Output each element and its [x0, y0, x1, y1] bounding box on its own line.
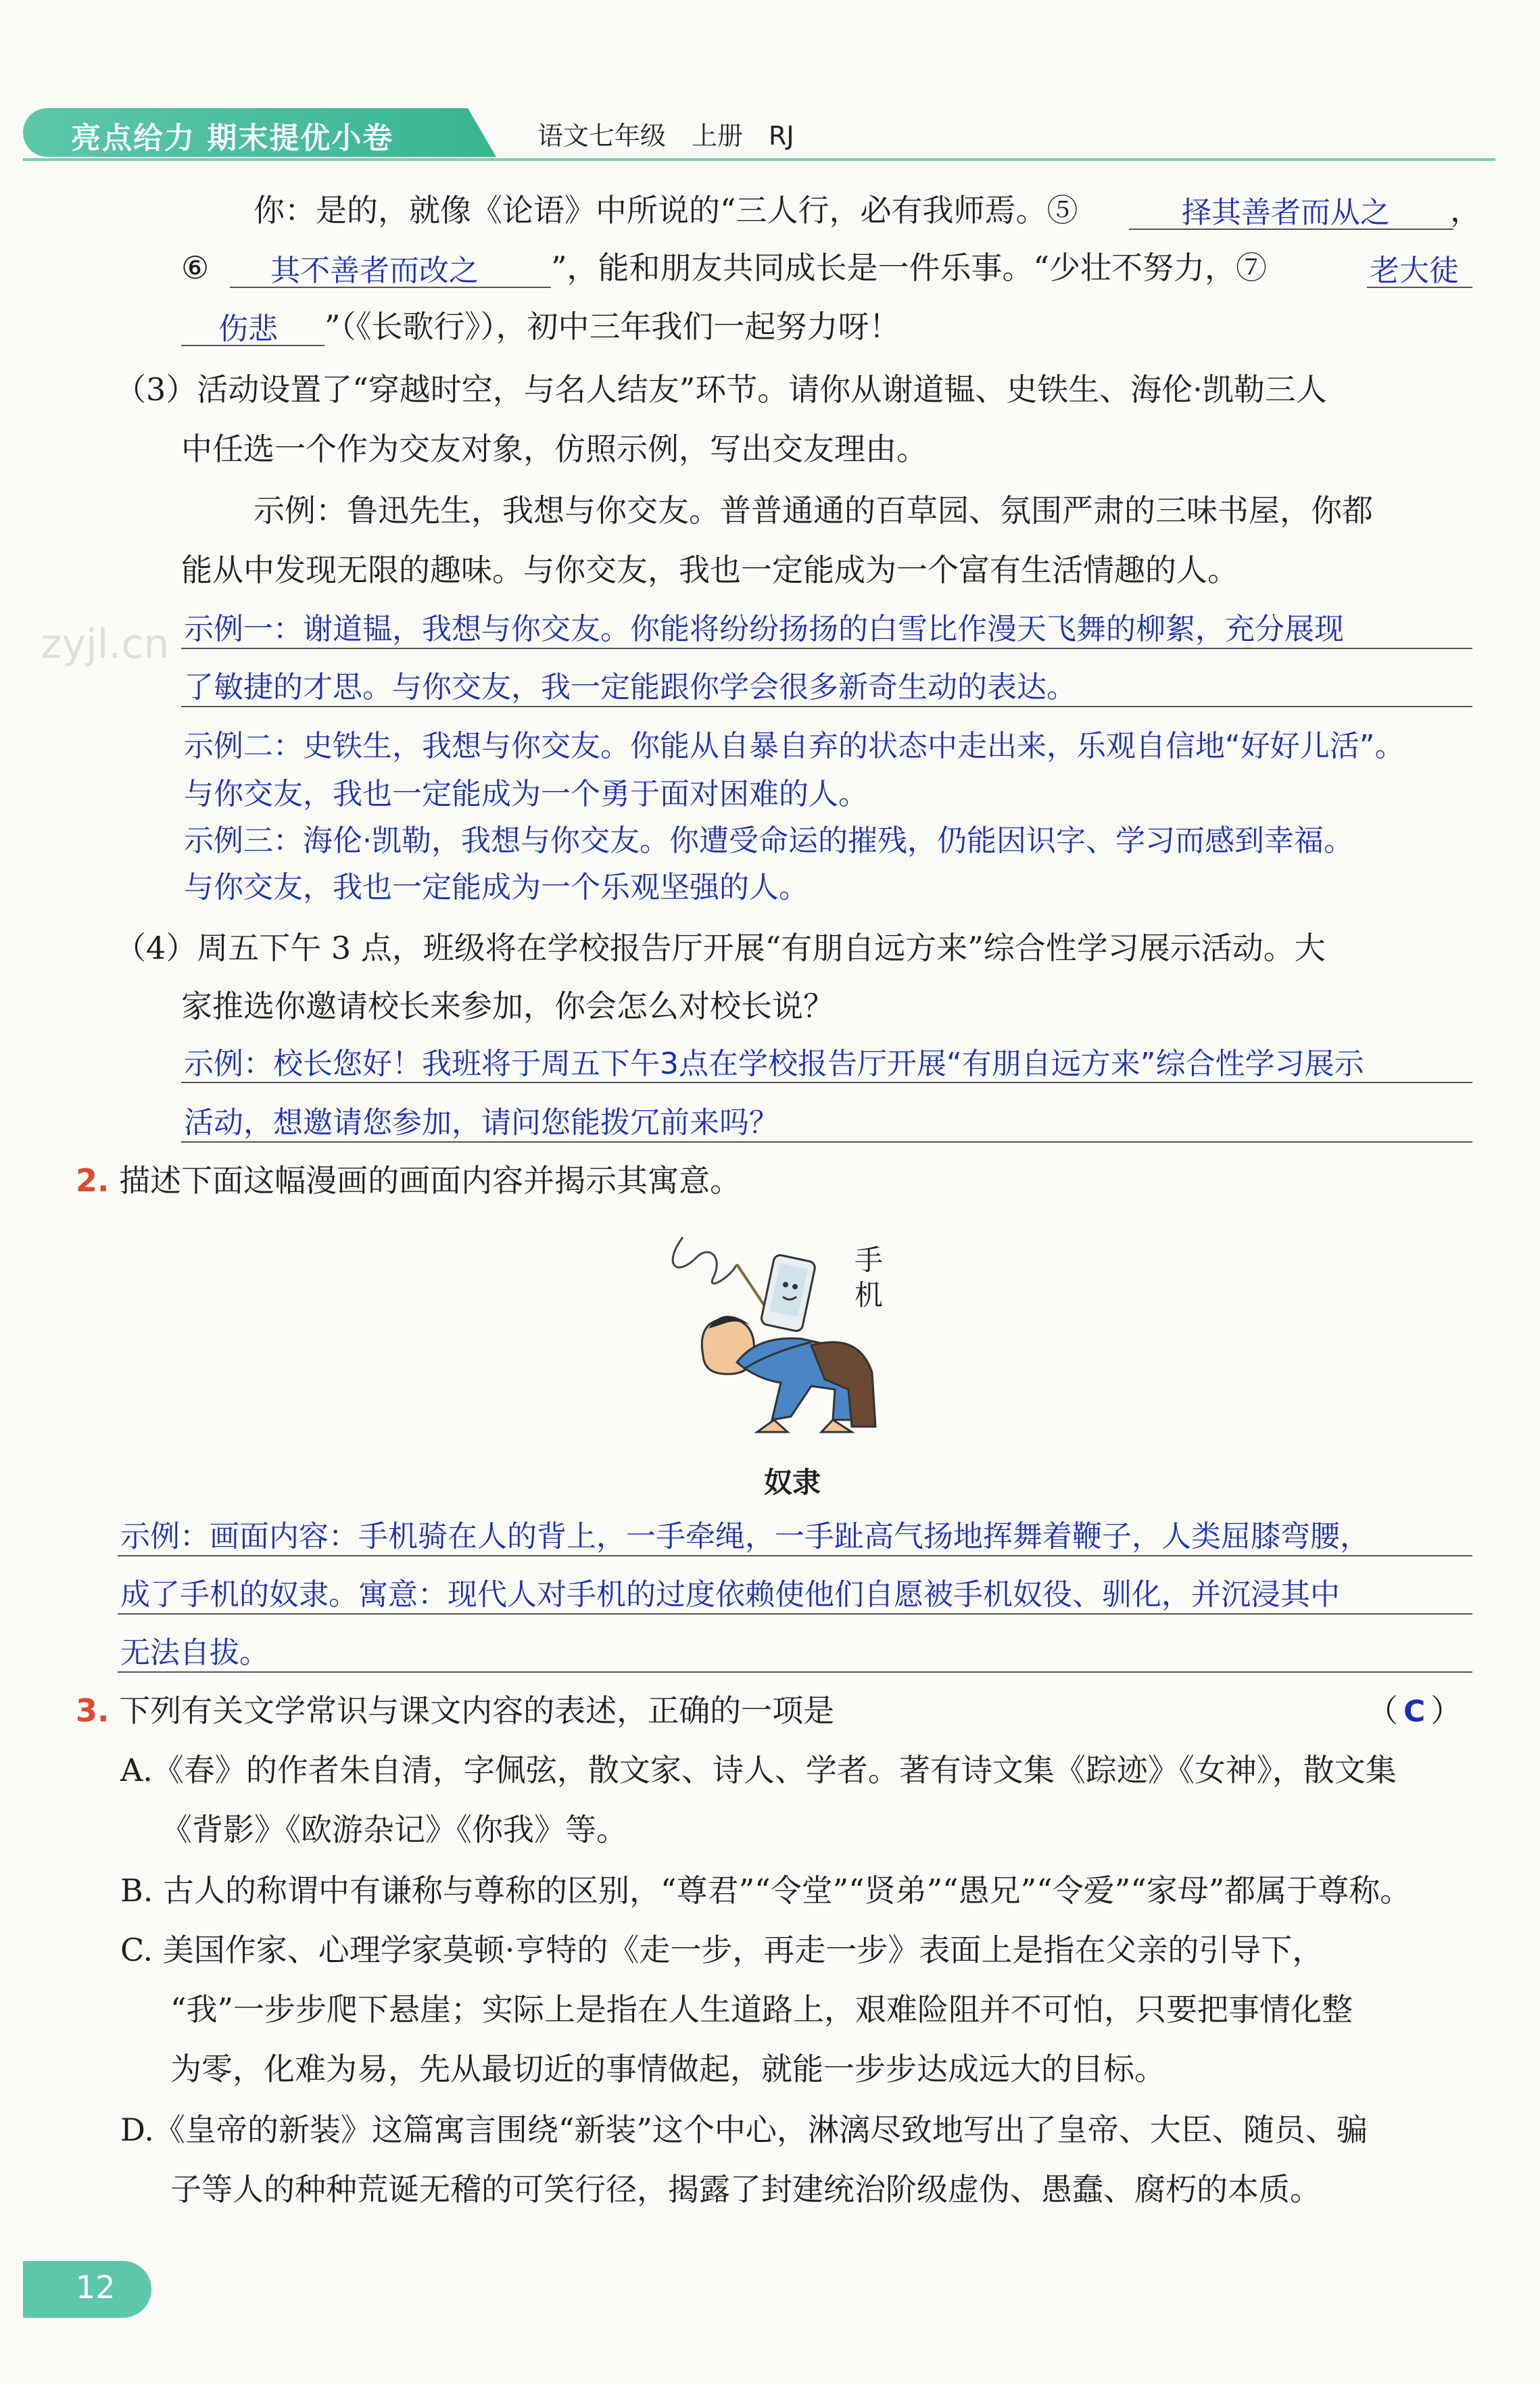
book-title: 亮点给力 期末提优小卷 — [71, 121, 394, 156]
q3-answer-line-5: 示例三：海伦·凯勒，我想与你交友。你遭受命运的摧残，仍能因识字、学习而感到幸福。 — [184, 824, 1353, 858]
cartoon-caption: 奴隶 — [764, 1466, 821, 1499]
header-divider — [23, 158, 1495, 161]
option-a-line-1: A.《春》的作者朱自清，字佩弦，散文家、诗人、学者。著有诗文集《踪迹》《女神》，散文集 — [120, 1752, 1397, 1788]
answer-rule — [181, 1141, 1472, 1143]
option-b: B. 古人的称谓中有谦称与尊称的区别，“尊君”“令堂”“贤弟”“愚兄”“令爱”“家母”都属于尊称。 — [120, 1872, 1412, 1909]
paren-close: ） — [1430, 1692, 1462, 1729]
q3-example-2: 能从中发现无限的趣味。与你交友，我也一定能成为一个富有生活情趣的人。 — [181, 552, 1238, 588]
q2-answer-line-1: 示例：画面内容：手机骑在人的背上，一手牵绳，一手趾高气扬地挥舞着鞭子，人类屈膝弯腰， — [120, 1519, 1370, 1554]
q3-line-1: （3）活动设置了“穿越时空，与名人结友”环节。请你从谢道韫、史铁生、海伦·凯勒三人 — [115, 371, 1327, 408]
answer-rule — [181, 1082, 1472, 1083]
answer-rule — [118, 1555, 1472, 1556]
book-subtitle: 语文七年级 上册 RJ — [537, 121, 794, 151]
answer-rule — [118, 1613, 1472, 1615]
intro-num-6: ⑥ — [181, 249, 210, 286]
answer-5: 择其善者而从之 — [1182, 195, 1390, 230]
blank-7 — [1367, 246, 1472, 288]
q3-answer-line-1: 示例一：谢道韫，我想与你交友。你能将纷纷扬扬的白雪比作漫天飞舞的柳絮，充分展现 — [184, 612, 1344, 646]
q3mc-answer-box — [1367, 1692, 1462, 1731]
whip-handle — [737, 1264, 764, 1305]
paren-open: （ — [1367, 1692, 1398, 1729]
q2-answer-line-2: 成了手机的奴隶。寓意：现代人对手机的过度依赖使他们自愿被手机奴役、驯化，并沉浸其中 — [120, 1577, 1340, 1612]
intro-comma: ， — [1450, 192, 1481, 229]
option-c-line-1: C. 美国作家、心理学家莫顿·亨特的《走一步，再走一步》表面上是指在父亲的引导下， — [120, 1932, 1324, 1968]
q4-line-1: （4）周五下午 3 点，班级将在学校报告厅开展“有朋自远方来”综合性学习展示活动。大 — [115, 930, 1326, 966]
option-d-line-2: 子等人的种种荒诞无稽的可笑行径，揭露了封建统治阶级虚伪、愚蠢、腐朽的本质。 — [170, 2171, 1321, 2208]
answer-rule — [118, 1671, 1472, 1673]
answer-7: 老大徒 — [1370, 254, 1459, 288]
q3mc-heading — [76, 1692, 834, 1730]
blank-5 — [1129, 188, 1453, 230]
blank-6 — [230, 246, 551, 288]
q4-answer-line-1: 示例：校长您好！我班将于周五下午3点在学校报告厅开展“有朋自远方来”综合性学习展示 — [184, 1047, 1364, 1081]
q2-heading — [76, 1162, 741, 1199]
answer-6: 其不善者而改之 — [270, 254, 479, 288]
q4-answer-line-2: 活动，想邀请您参加，请问您能拨冗前来吗？ — [184, 1105, 779, 1140]
q3-line-2: 中任选一个作为交友对象，仿照示例，写出交友理由。 — [181, 431, 928, 467]
q3-answer-line-3: 示例二：史铁生，我想与你交友。你能从自暴自弃的状态中走出来，乐观自信地“好好儿活”。 — [184, 729, 1405, 763]
option-c-line-3: 为零，化难为易，先从最切近的事情做起，就能一步步达成远大的目标。 — [170, 2051, 1165, 2087]
q3mc-number: 3. — [76, 1692, 110, 1729]
phone-label: 手机 — [854, 1243, 883, 1312]
answer-7b: 伤悲 — [218, 312, 278, 346]
answer-rule — [181, 706, 1472, 707]
q2-number: 2. — [76, 1162, 110, 1199]
page-number: 12 — [76, 2269, 116, 2306]
option-a-line-2: 《背影》《欧游杂记》《你我》等。 — [161, 1811, 627, 1848]
option-c-line-2: “我”一步步爬下悬崖；实际上是指在人生道路上，艰难险阻并不可怕，只要把事情化整 — [170, 1991, 1353, 2028]
q4-line-2: 家推选你邀请校长来参加，你会怎么对校长说？ — [181, 988, 834, 1024]
q3-answer-line-2: 了敏捷的才思。与你交友，我一定能跟你学会很多新奇生动的表达。 — [184, 670, 1076, 705]
q2-text: 描述下面这幅漫画的画面内容并揭示其寓意。 — [119, 1162, 742, 1199]
intro-line-1: 你：是的，就像《论语》中所说的“三人行，必有我师焉。⑤ — [254, 192, 1078, 229]
q3-example-1: 示例：鲁迅先生，我想与你交友。普普通通的百草园、氛围严肃的三味书屋，你都 — [254, 492, 1373, 529]
q3mc-answer: C — [1403, 1694, 1426, 1729]
whip-lash — [673, 1237, 737, 1283]
q3-answer-line-6: 与你交友，我也一定能成为一个乐观坚强的人。 — [184, 870, 809, 905]
q3-answer-line-4: 与你交友，我也一定能成为一个勇于面对困难的人。 — [184, 777, 868, 811]
blank-7b — [181, 304, 324, 346]
intro-line-3: ”（《长歌行》），初中三年我们一起努力呀！ — [324, 308, 900, 345]
option-d-line-1: D.《皇帝的新装》这篇寓言围绕“新装”这个中心，淋漓尽致地写出了皇帝、大臣、随员、骗 — [120, 2112, 1368, 2148]
q2-answer-line-3: 无法自拔。 — [120, 1636, 269, 1670]
intro-line-2: ”，能和朋友共同成长是一件乐事。“少壮不努力，⑦ — [551, 249, 1268, 286]
answer-rule — [181, 648, 1472, 649]
q3mc-text: 下列有关文学常识与课文内容的表述，正确的一项是 — [119, 1692, 835, 1729]
watermark: zyjl.cn — [41, 621, 170, 668]
